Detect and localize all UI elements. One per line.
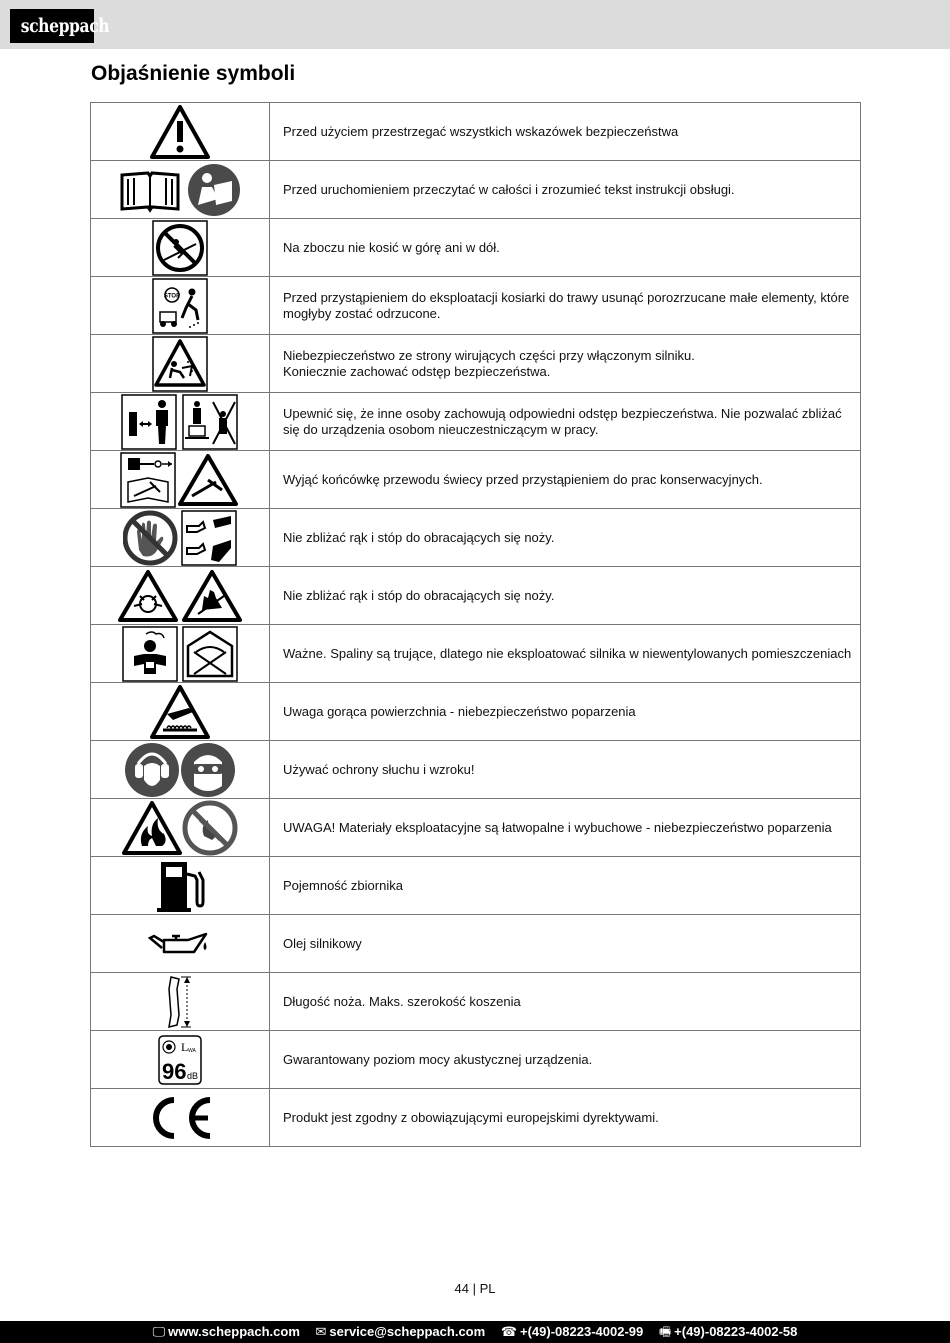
read-manual-icon — [118, 163, 242, 217]
table-row — [91, 1031, 861, 1089]
keep-distance-icon — [121, 394, 239, 450]
fuel-tank-icon — [155, 858, 205, 914]
website-contact: 🖵 www.scheppach.com — [152, 1324, 300, 1339]
no-slope-mowing-icon — [152, 220, 208, 276]
ear-eye-protection-icon — [124, 742, 236, 798]
symbol-description: Ważne. Spaliny są trujące, dlatego nie eksploatować silnika w niewentylowanych pomieszczeniach — [283, 645, 852, 661]
symbol-description: Upewnić się, że inne osoby zachowują odpowiedni odstęp bezpieczeństwa. Nie pozwalać zbliżać się do urządzenia osobom nieuczestniczącym w pracy. — [283, 405, 842, 437]
remove-debris-icon — [152, 278, 208, 334]
symbol-description: Nie zbliżać rąk i stóp do obracających się noży. — [283, 529, 555, 545]
svg-text:STOP: STOP — [163, 293, 181, 299]
contact-bar — [0, 1321, 950, 1343]
oil-can-icon — [148, 926, 212, 962]
table-row — [91, 915, 861, 973]
svg-text:dB: dB — [187, 1070, 199, 1081]
svg-text:WA: WA — [188, 1047, 196, 1054]
symbol-description: Wyjąć końcówkę przewodu świecy przed przystąpieniem do prac konserwacyjnych. — [283, 471, 763, 487]
page-number: 44 | PL — [454, 1281, 496, 1296]
flammable-no-fire-icon — [122, 800, 238, 856]
table-row — [91, 393, 861, 451]
monitor-icon: 🖵 — [152, 1324, 166, 1339]
symbol-description: Gwarantowany poziom mocy akustycznej urządzenia. — [283, 1051, 593, 1067]
sound-power-icon — [158, 1035, 202, 1085]
table-row — [91, 219, 861, 277]
symbol-description: Przed uruchomieniem przeczytać w całości i zrozumieć tekst instrukcji obsługi. — [283, 181, 735, 197]
general-warning-icon — [149, 104, 211, 160]
table-row — [91, 799, 861, 857]
page-title: Objaśnienie symboli — [91, 62, 296, 85]
symbol-description: UWAGA! Materiały eksploatacyjne są łatwopalne i wybuchowe - niebezpieczeństwo poparzenia — [283, 819, 832, 835]
table-row — [91, 625, 861, 683]
ce-mark-icon — [144, 1094, 216, 1142]
top-bar — [0, 0, 950, 49]
table-row — [91, 335, 861, 393]
symbol-description: Przed użyciem przestrzegać wszystkich wskazówek bezpieczeństwa — [283, 123, 679, 139]
table-row — [91, 683, 861, 741]
phone-icon: ☎ — [500, 1324, 518, 1339]
table-row — [91, 567, 861, 625]
hot-surface-icon — [149, 684, 211, 740]
spark-plug-icon — [120, 452, 240, 508]
table-row — [91, 103, 861, 161]
symbol-description: Pojemność zbiornika — [283, 877, 403, 893]
envelope-icon: ✉ — [315, 1324, 327, 1339]
fax-icon: 🖷 — [658, 1324, 672, 1339]
email-contact: ✉ service@scheppach.com — [315, 1324, 486, 1339]
no-hands-icon — [123, 510, 237, 566]
table-row — [91, 277, 861, 335]
exhaust-fumes-icon — [122, 626, 238, 682]
symbol-description: Na zboczu nie kosić w górę ani w dół. — [283, 239, 500, 255]
svg-text:96: 96 — [162, 1058, 187, 1084]
phone-contact: ☎ +(49)-08223-4002-99 — [500, 1324, 644, 1339]
symbol-description: Uwaga gorąca powierzchnia - niebezpieczeństwo poparzenia — [283, 703, 636, 719]
table-row — [91, 161, 861, 219]
symbol-description: Przed przystąpieniem do eksploatacji kosiarki do trawy usunąć porozrzucane małe elementy, które mogłyby zostać odrzucone. — [283, 289, 850, 321]
symbol-description: Olej silnikowy — [283, 935, 362, 951]
blade-length-icon — [165, 975, 195, 1029]
symbol-description: Używać ochrony słuchu i wzroku! — [283, 761, 475, 777]
symbol-description: Nie zbliżać rąk i stóp do obracających się noży. — [283, 587, 555, 603]
symbol-description: Produkt jest zgodny z obowiązującymi europejskimi dyrektywami. — [283, 1109, 659, 1125]
table-row — [91, 1089, 861, 1147]
fax-contact: 🖷 +(49)-08223-4002-58 — [658, 1324, 798, 1339]
symbol-description: Długość noża. Maks. szerokość koszenia — [283, 993, 521, 1009]
scheppach-logo: scheppach — [10, 9, 94, 43]
table-row — [91, 857, 861, 915]
blade-warning-icon — [118, 568, 242, 624]
table-row — [91, 741, 861, 799]
symbol-description: Niebezpieczeństwo ze strony wirujących części przy włączonym silniku. Koniecznie zachować odstęp bezpieczeństwa. — [283, 347, 695, 379]
rotating-parts-warning-icon — [152, 336, 208, 392]
svg-text:L: L — [181, 1039, 189, 1054]
table-row — [91, 509, 861, 567]
symbols-table — [90, 102, 861, 1147]
table-row — [91, 973, 861, 1031]
table-row — [91, 451, 861, 509]
